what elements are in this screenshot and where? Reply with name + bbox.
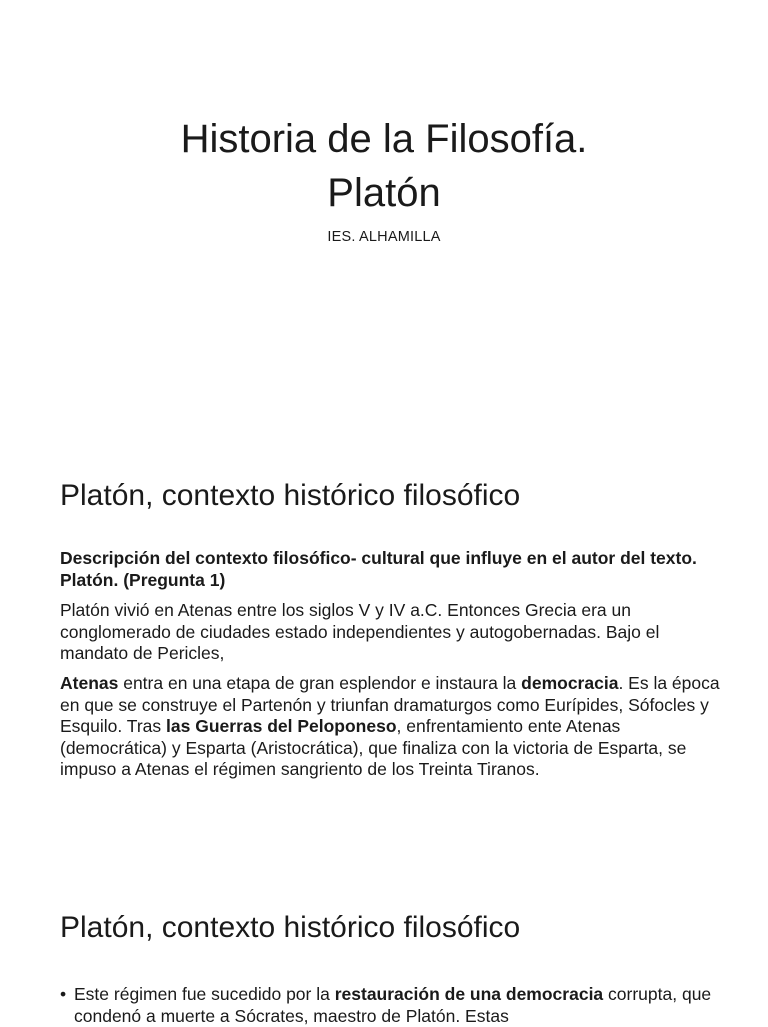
presentation-title bbox=[0, 112, 768, 220]
question-title: Descripción del contexto filosófico- cultural que influye en el autor del texto. Platón. (Pregunta 1) bbox=[60, 548, 697, 590]
title-line-1: Historia de la Filosofía. bbox=[180, 117, 588, 161]
slide-2-heading: Platón, contexto histórico filosófico bbox=[60, 479, 521, 512]
bullet-list bbox=[60, 984, 725, 1027]
list-item bbox=[60, 984, 725, 1027]
bullet-text-1: Este régimen fue sucedido por la bbox=[74, 984, 335, 1004]
paragraph-2-text-2: . Es la época en que se construye el Partenón y triunfan dramaturgos como Eurípides, Sófocles y Esquilo. Tras bbox=[60, 673, 720, 736]
bold-restauracion: restauración de una democracia bbox=[334, 984, 604, 1004]
paragraph-2 bbox=[60, 673, 725, 781]
bullet-icon: • bbox=[60, 984, 67, 1004]
bold-guerras-peloponeso: las Guerras del Peloponeso bbox=[166, 716, 397, 736]
presentation-subtitle: IES. ALHAMILLA bbox=[327, 229, 441, 245]
bullet-text-2: corrupta, que condenó a muerte a Sócrates, maestro de Platón. Estas bbox=[74, 984, 712, 1026]
bold-democracia: democracia bbox=[521, 673, 619, 693]
bold-atenas: Atenas bbox=[60, 673, 119, 693]
slide-3-heading: Platón, contexto histórico filosófico bbox=[60, 911, 521, 944]
paragraph-2-text-1: entra en una etapa de gran esplendor e instaura la bbox=[118, 673, 522, 693]
paragraph-1: Platón vivió en Atenas entre los siglos V y IV a.C. Entonces Grecia era un conglomerado de ciudades estado independientes y autogobernadas. Bajo el mandato de Pericles, bbox=[60, 600, 660, 663]
title-slide bbox=[0, 0, 768, 440]
paragraph-2-text-3: , enfrentamiento ente Atenas (democrática) y Esparta (Aristocrática), que finaliza con la victoria de Esparta, se impuso a Atenas el régimen sangriento de los Treinta Tiranos. bbox=[60, 716, 687, 779]
title-line-2: Platón bbox=[327, 171, 441, 215]
